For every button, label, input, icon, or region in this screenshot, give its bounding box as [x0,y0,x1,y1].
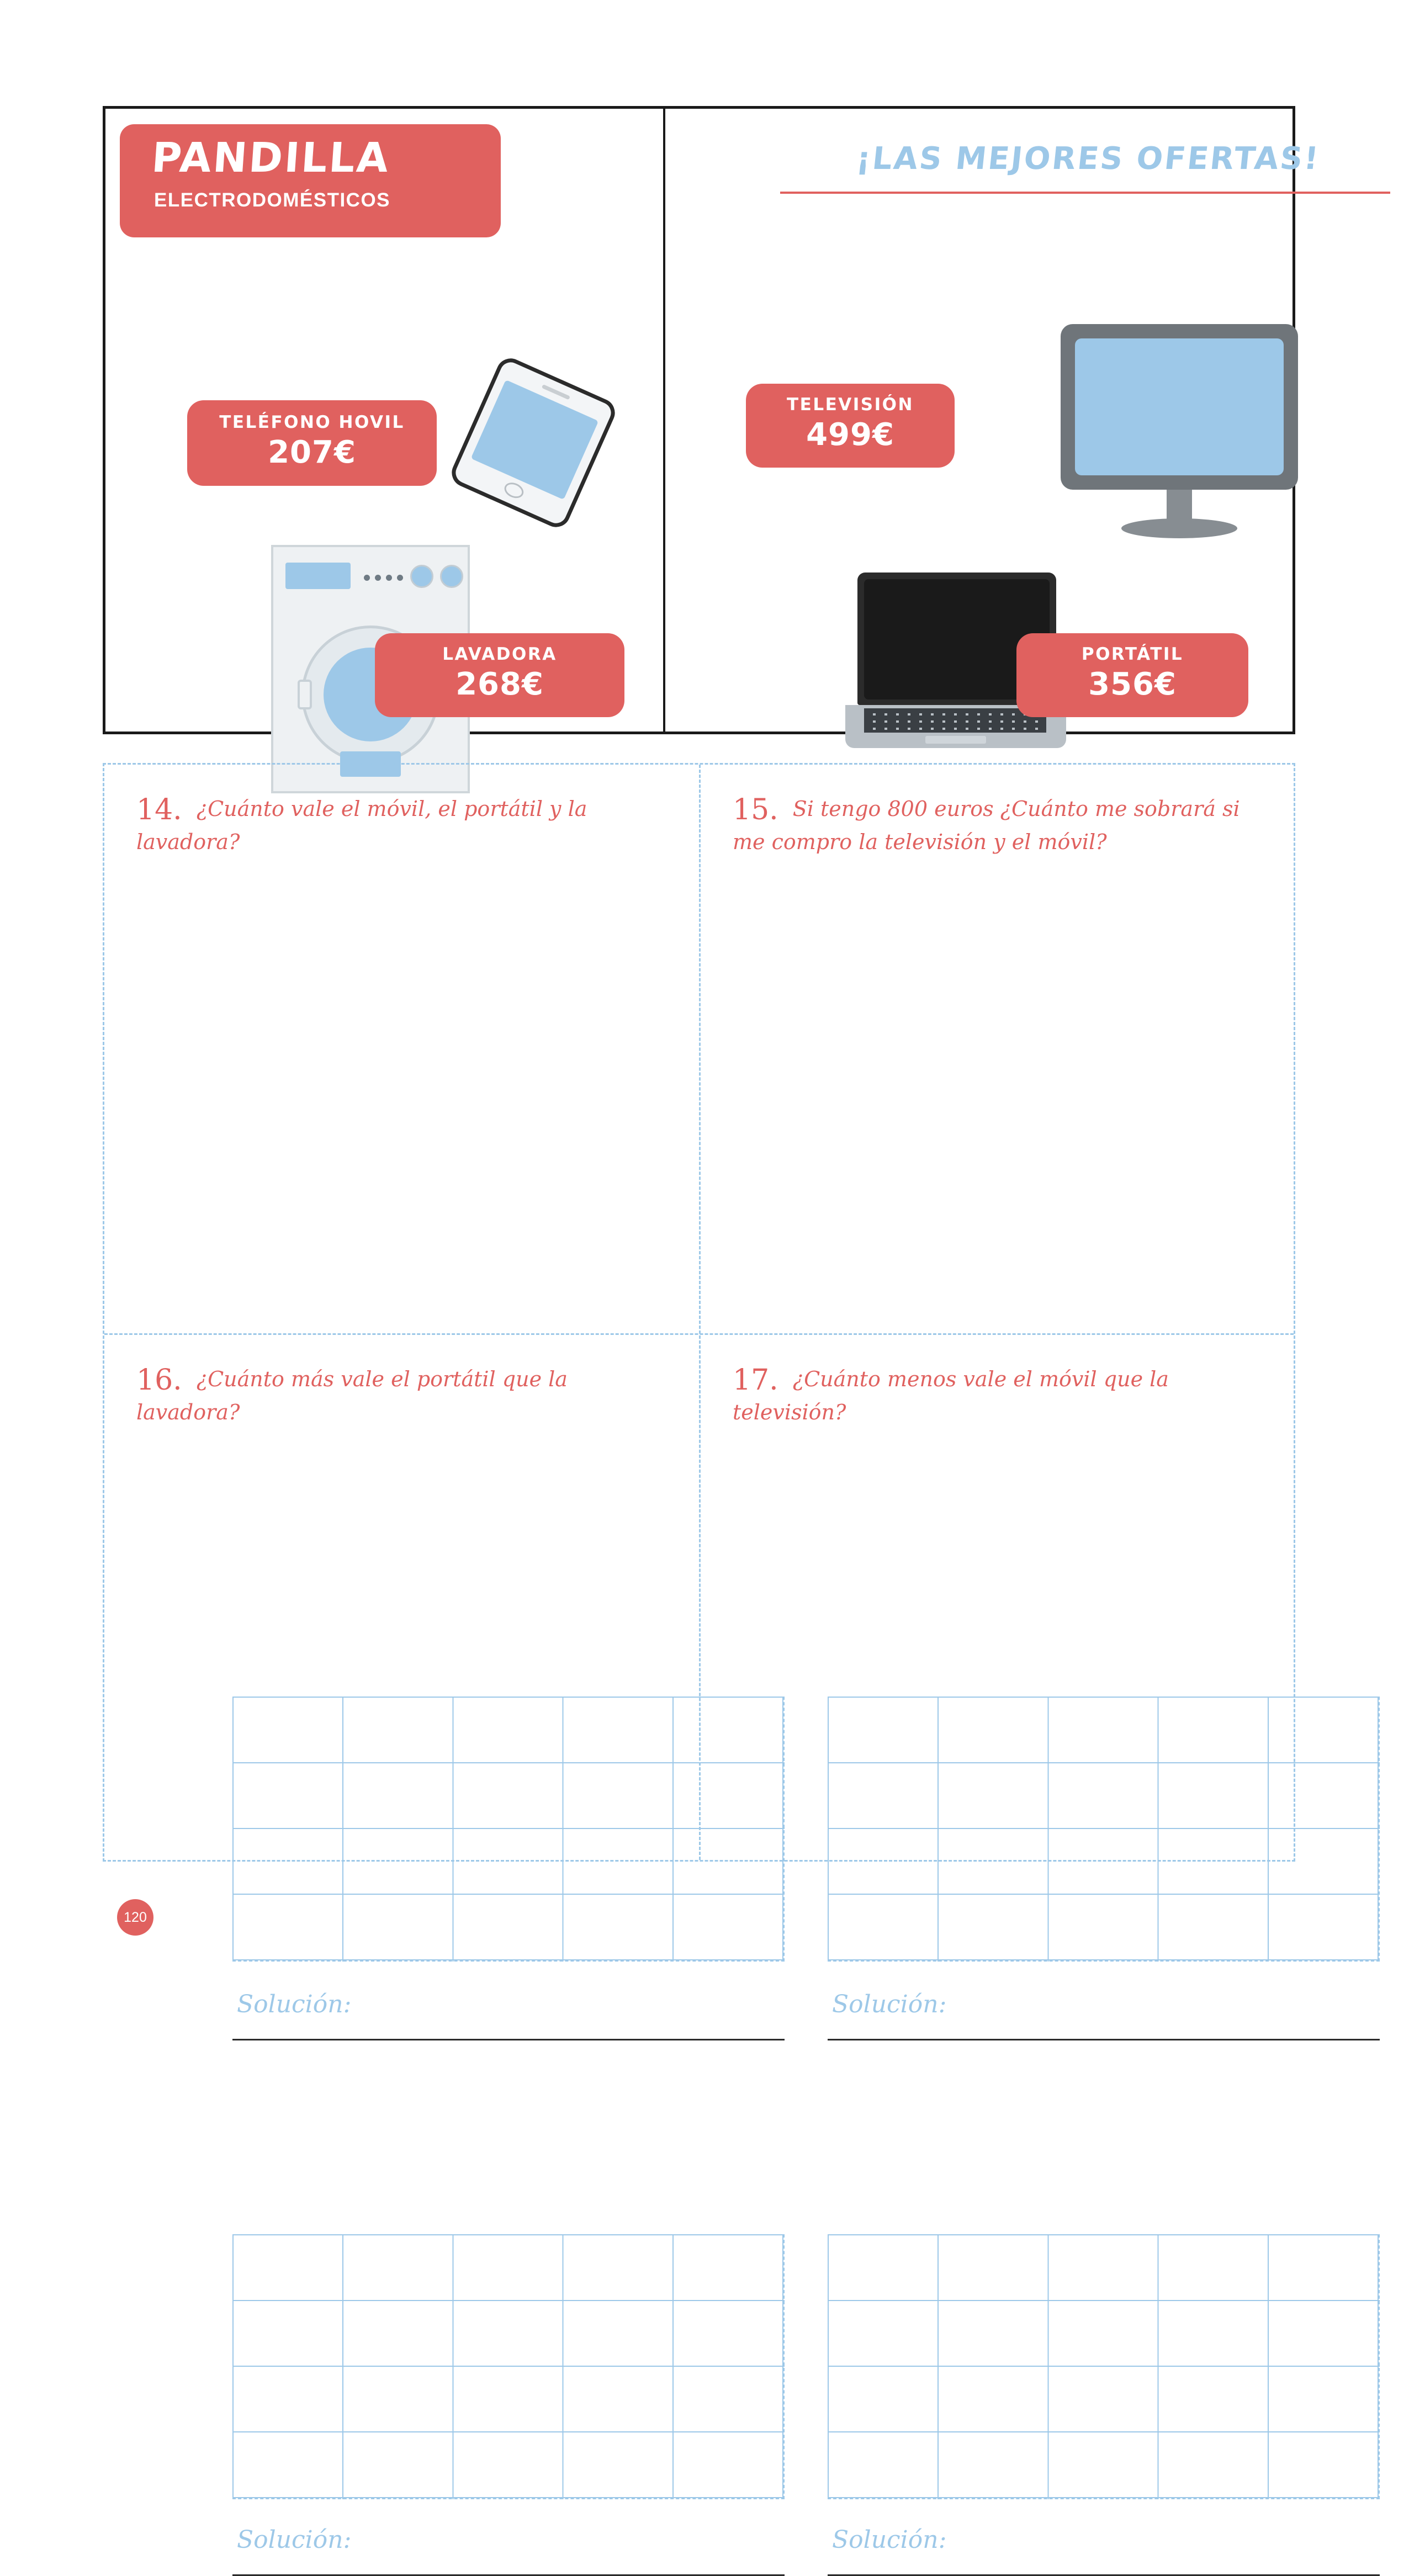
exercise-number: 14. [136,793,182,826]
exercise-17 [701,1335,1295,1863]
television-screen [1075,338,1284,475]
washing-machine-knob [410,565,433,588]
exercise-15-prompt [733,793,1263,858]
price-tag-label: LAVADORA [442,644,557,664]
exercise-number: 17. [733,1364,778,1397]
price-tag-price: 356€ [1088,666,1177,702]
exercise-14-prompt [136,793,667,858]
price-tag-label: TELEVISIÓN [787,395,914,415]
washing-machine-dot [397,575,403,581]
answer-grid-16[interactable] [232,2234,785,2499]
smartphone-body [447,354,619,532]
exercise-16 [104,1335,699,1863]
solution-line-14[interactable] [232,2039,785,2040]
solution-label-14: Solución: [237,1990,352,2018]
exercise-14 [104,765,699,1333]
exercise-number: 16. [136,1364,182,1397]
offers-title: ¡LAS MEJORES OFERTAS! [855,141,1322,177]
price-tag-telefono-hovil [187,400,437,486]
price-tag-television [746,384,955,468]
washing-machine-knob [440,565,463,588]
exercise-question: ¿Cuánto menos vale el móvil que la televisión? [733,1367,1169,1424]
exercise-question: ¿Cuánto más vale el portátil que la lavadora? [136,1367,568,1424]
smartphone-icon [447,354,619,532]
television-icon [1061,324,1298,490]
brand-subtitle: ELECTRODOMÉSTICOS [154,189,391,211]
price-tag-portatil [1016,633,1248,717]
exercise-question: ¿Cuánto vale el móvil, el portátil y la lavadora? [136,797,587,854]
price-tag-label: TELÉFONO HOVIL [219,412,405,432]
washing-machine-dot [364,575,370,581]
smartphone-screen [471,380,599,500]
page-number: 120 [117,1899,153,1936]
answer-grid-17[interactable] [828,2234,1380,2499]
brand-name: PANDILLA [150,134,392,182]
advertisement-banner [103,106,1322,734]
exercise-number: 15. [733,793,778,826]
television-frame [1061,324,1298,490]
brand-plate [120,124,501,237]
smartphone-home-button [502,480,526,501]
laptop-keyboard [864,708,1046,733]
exercise-17-prompt [733,1364,1263,1428]
price-tag-lavadora [375,633,624,717]
washing-machine-display [285,563,351,589]
price-tag-price: 499€ [806,417,894,453]
price-tag-price: 207€ [268,434,356,470]
banner-divider [663,109,665,732]
exercise-15 [701,765,1295,1333]
washing-machine-dot [386,575,392,581]
solution-label-16: Solución: [237,2526,352,2554]
washing-machine-dot [375,575,381,581]
exercise-16-prompt [136,1364,667,1428]
exercise-question: Si tengo 800 euros ¿Cuánto me sobrará si me compro la televisión y el móvil? [733,797,1240,854]
washing-machine-handle [298,680,312,709]
solution-label-17: Solución: [832,2526,947,2554]
price-tag-price: 268€ [455,666,544,702]
television-stand-base [1121,518,1237,538]
solution-line-15[interactable] [828,2039,1380,2040]
washing-machine-panel [285,558,455,596]
solution-label-15: Solución: [832,1990,947,2018]
offers-rule [780,192,1390,194]
price-tag-label: PORTÁTIL [1081,644,1184,664]
laptop-touchpad [925,736,986,744]
